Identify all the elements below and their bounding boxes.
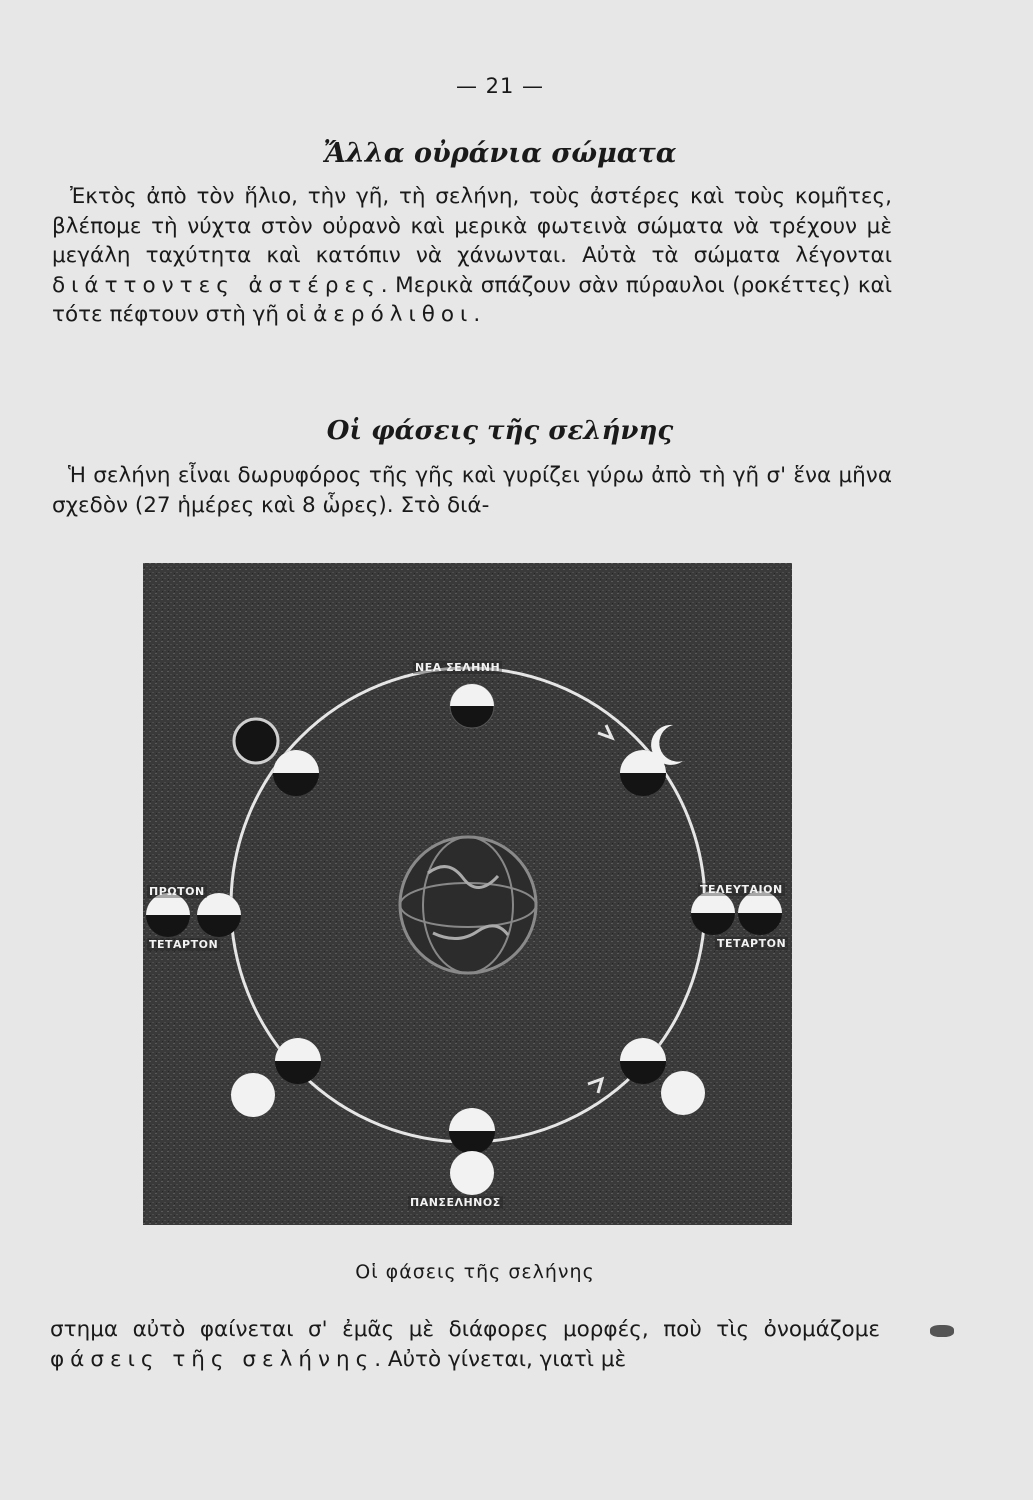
earth-globe (400, 837, 536, 973)
section-heading-moon-phases: Οἱ φάσεις τῆς σελήνης (326, 416, 674, 446)
label-first-left: ΠΡΩΤΟΝ (149, 885, 205, 898)
moon-phases-figure (143, 563, 792, 1225)
section-heading-celestial-bodies: Ἄλλα οὐράνια σώματα (323, 138, 677, 169)
paragraph-text: . Μερικὰ σπάζουν σὰν πύραυλοι (ροκέττες) καὶ τότε πέφτουν στὴ γῆ οἱ (52, 272, 892, 327)
paragraph-text: στημα αὐτὸ φαίνεται σ' ἐμᾶς μὲ διάφορες μορφές, ποὺ τὶς ὀνομάζομε (50, 1317, 880, 1342)
paragraph-moon-phases: Ἡ σελήνη εἶναι δωρυφόρος τῆς γῆς καὶ γυρίζει γύρω ἀπὸ τὴ γῆ σ' ἕνα μῆνα σχεδὸν (27 ἡμέρες καὶ 8 ὧρες). Στὸ διά- (52, 463, 892, 518)
label-quarter-left: ΤΕΤΑΡΤΟΝ (149, 938, 219, 951)
paragraph-text: . Αὐτὸ γίνεται, γιατὶ μὲ (374, 1346, 627, 1372)
figure-caption: Οἱ φάσεις τῆς σελήνης (355, 1261, 595, 1283)
term-shooting-stars: διάττοντες ἀστέρες (52, 272, 381, 298)
label-quarter-right: ΤΕΤΑΡΤΟΝ (717, 937, 787, 950)
paragraph-celestial-bodies (52, 182, 892, 330)
paragraph-continuation (50, 1315, 880, 1374)
page-smudge (930, 1325, 954, 1337)
page-number: — 21 — (455, 74, 545, 98)
label-full-moon: ΠΑΝΣΕΛΗΝΟΣ (410, 1196, 501, 1209)
term-moon-phases: φάσεις τῆς σελήνης (50, 1346, 375, 1372)
label-new-moon: ΝΕΑ ΣΕΛΗΝΗ (415, 661, 501, 674)
label-last-right: ΤΕΛΕΥΤΑΙΟΝ (700, 883, 783, 896)
term-meteorites: ἀερόλιθοι (313, 302, 474, 327)
paragraph-text: Ἐκτὸς ἀπὸ τὸν ἥλιο, τὴν γῆ, τὴ σελήνη, τοὺς ἀστέρες καὶ τοὺς κομῆτες, βλέπομε τὴ νύχτα στὸν οὐρανὸ καὶ μερικὰ φωτεινὰ σώματα νὰ τρέχουν μὲ μεγάλη ταχύτητα καὶ κατόπιν νὰ χάνωνται. Αὐτὰ τὰ σώματα λέγονται (52, 184, 892, 268)
paragraph-text: . (473, 302, 481, 327)
moon-new (450, 684, 494, 728)
